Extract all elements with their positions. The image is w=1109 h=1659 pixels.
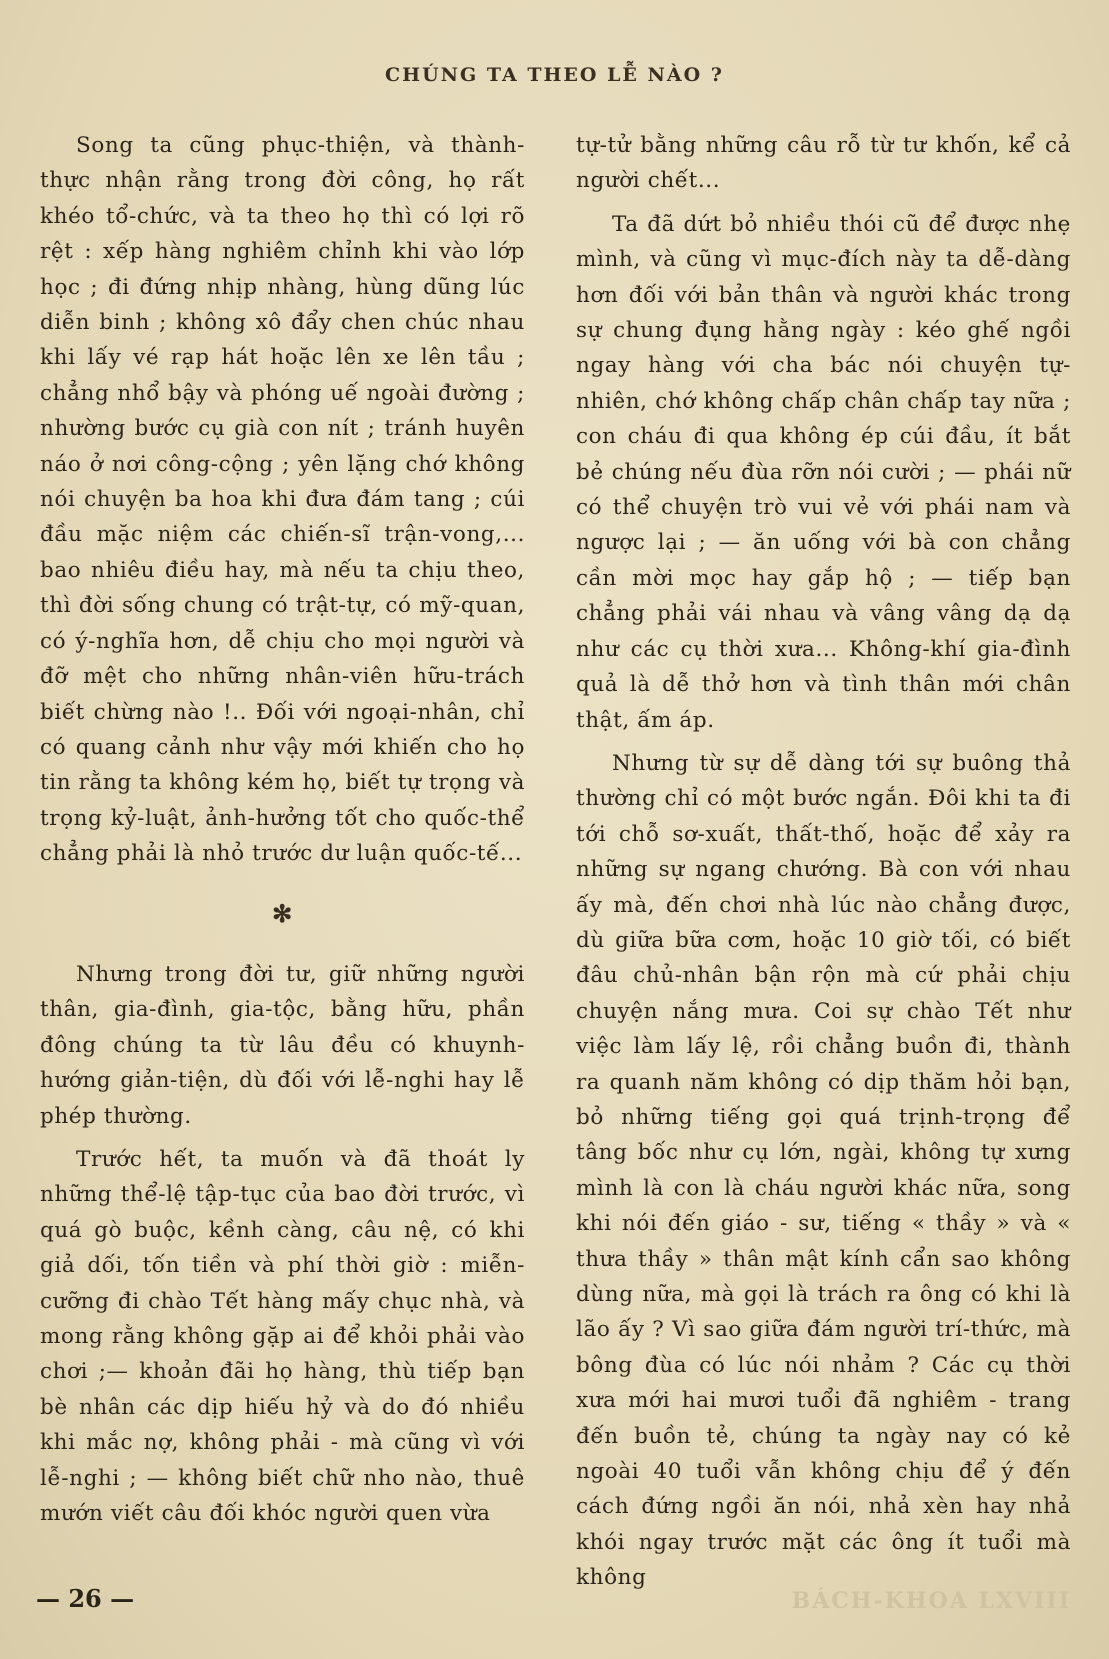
right-paragraph-1: tự-tử bằng những câu rỗ từ tư khốn, kể cả người chết... <box>576 133 1071 194</box>
left-paragraph-3: Trước hết, ta muốn và đã thoát ly những thể-lệ tập-tục của bao đời trước, vì quá gò buộc, kềnh càng, câu nệ, có khi giả dối, tốn tiền và phí thời giờ : miễn-cưỡng đi chào Tết hàng mấy chục nhà, và mong rằng không gặp ai để khỏi phải vào chơi ;— khoản đãi họ hàng, thù tiếp bạn bè nhân các dịp hiếu hỷ và do đó nhiều khi mắc nợ, không phải - mà cũng vì với lễ-nghi ; — không biết chữ nho nào, thuê mướn viết câu đối khóc người quen vừa <box>40 1146 525 1527</box>
left-paragraph-2: Nhưng trong đời tư, giữ những người thân, gia-đình, gia-tộc, bằng hữu, phần đông chúng ta từ lâu đều có khuynh-hướng giản-tiện, dù đối với lễ-nghi hay lễ phép thường. <box>40 961 525 1129</box>
left-column <box>40 128 525 1531</box>
left-paragraph-1: Song ta cũng phục-thiện, và thành-thực nhận rằng trong đời công, họ rất khéo tổ-chức, và ta theo họ thì có lợi rõ rệt : xếp hàng nghiêm chỉnh khi vào lớp học ; đi đứng nhịp nhàng, hùng dũng lúc diễn binh ; không xô đẩy chen chúc nhau khi lấy vé rạp hát hoặc lên xe lên tầu ; chẳng nhổ bậy và phóng uế ngoài đường ; nhường bước cụ già con nít ; tránh huyên náo ở nơi công-cộng ; yên lặng chớ không nói chuyện ba hoa khi đưa đám tang ; cúi đầu mặc niệm các chiến-sĩ trận-vong,... bao nhiêu điều hay, mà nếu ta chịu theo, thì đời sống chung có trật-tự, có mỹ-quan, có ý-nghĩa hơn, dễ chịu cho mọi người và đỡ mệt cho những nhân-viên hữu-trách biết chừng nào !.. Đối với ngoại-nhân, chỉ có quang cảnh như vậy mới khiến cho họ tin rằng ta không kém họ, biết tự trọng và trọng kỷ-luật, ảnh-hưởng tốt cho quốc-thể chẳng phải là nhỏ trước dư luận quốc-tế... <box>40 133 525 867</box>
right-column <box>576 128 1071 1596</box>
right-paragraph-2: Ta đã dứt bỏ nhiều thói cũ để được nhẹ mình, và cũng vì mục-đích này ta dễ-dàng hơn đối với bản thân và người khác trong sự chung đụng hằng ngày : kéo ghế ngồi ngay hàng với cha bác nói chuyện tự-nhiên, chớ không chấp chân chấp tay nữa ; con cháu đi qua không ép cúi đầu, ít bắt bẻ chúng nếu đùa rỡn nói cười ; — phái nữ có thể chuyện trò vui vẻ với phái nam và ngược lại ; — ăn uống với bà con chẳng cần mời mọc hay gắp hộ ; — tiếp bạn chẳng phải vái nhau và vâng vâng dạ dạ như các cụ thời xưa... Không-khí gia-đình quả là dễ thở hơn và tình thân mới chân thật, ấm áp. <box>576 211 1071 733</box>
right-paragraph-3: Nhưng từ sự dễ dàng tới sự buông thả thường chỉ có một bước ngắn. Đôi khi ta đi tới chỗ sơ-xuất, thất-thố, hoặc để xảy ra những sự ngang chướng. Bà con với nhau ấy mà, đến chơi nhà lúc nào chẳng được, dù giữa bữa cơm, hoặc 10 giờ tối, có biết đâu chủ-nhân bận rộn mà cứ phải chịu chuyện nắng mưa. Coi sự chào Tết như việc làm lấy lệ, rồi chẳng buồn đi, thành ra quanh năm không có dịp thăm hỏi bạn, bỏ những tiếng gọi quá trịnh-trọng để tâng bốc như cụ lớn, ngài, không tự xưng mình là con là cháu người khác nữa, song khi nói đến giáo - sư, tiếng « thầy » và « thưa thầy » thân mật kính cẩn sao không dùng nữa, mà gọi là trách ra ông có khi là lão ấy ? Vì sao giữa đám người trí-thức, mà bông đùa có lúc nói nhảm ? Các cụ thời xưa mới hai mươi tuổi đã nghiêm - trang đến buồn tẻ, chúng ta ngày nay có kẻ ngoài 40 tuổi vẫn không chịu để ý đến cách đứng ngồi ăn nói, nhả xèn hay nhả khói ngay trước mặt các ông ít tuổi mà không <box>576 750 1071 1591</box>
running-header: CHÚNG TA THEO LỄ NÀO ? <box>385 64 724 86</box>
page-number: — 26 — <box>36 1584 135 1613</box>
publication-mark: BÁCH-KHOA LXVIII <box>791 1588 1071 1614</box>
section-separator-icon: ✻ <box>272 898 293 928</box>
